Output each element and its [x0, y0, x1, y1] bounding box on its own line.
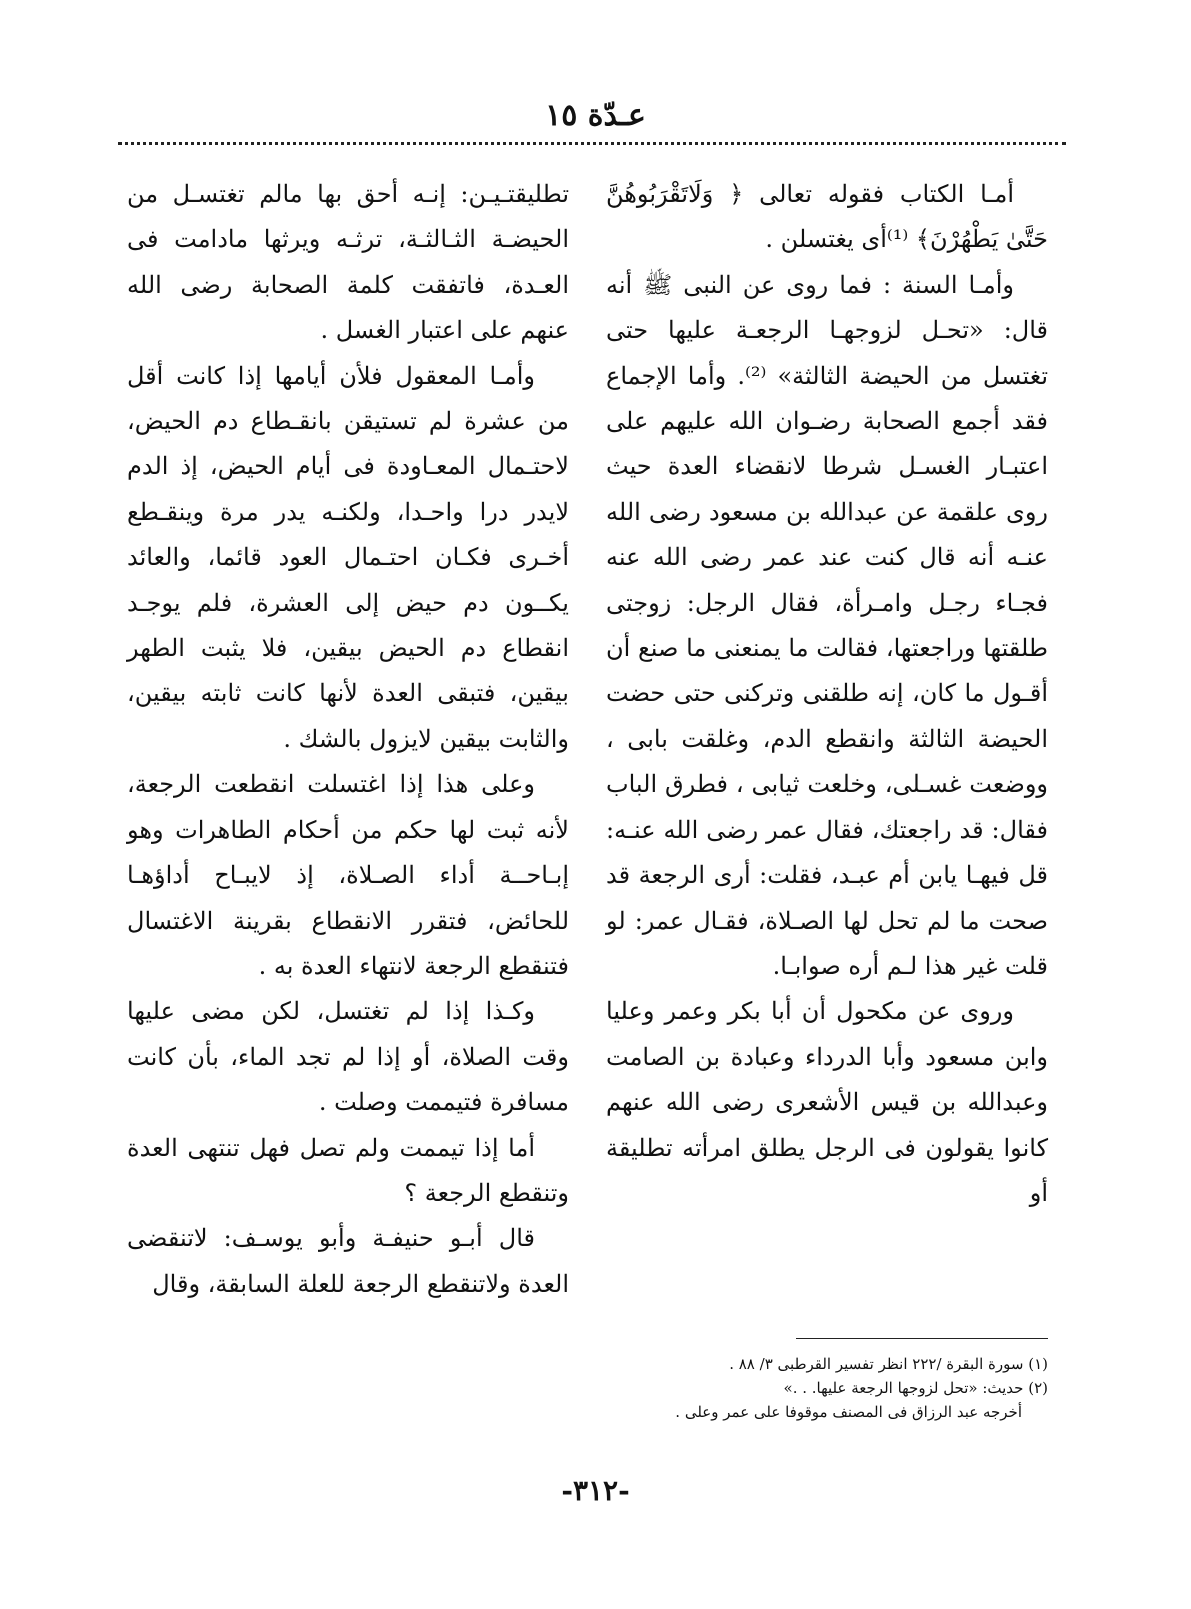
footnotes	[608, 1352, 1048, 1424]
right-text-column	[606, 172, 1048, 1216]
paragraph-reason: وأمـا المعقول فلأن أيامها إذا كانت أقل من عشرة لم تستيقن بانقـطاع دم الحيض، لاحتـمال المعـاودة فى أيام الحيض، إذ الدم لايدر درا واحـدا، ولكنـه يدر مرة وينقـطع أخـرى فكـان احتـمال العود قائما، والعائد يكــون دم حيض إلى العشرة، فلم يوجـد انقطاع دم الحيض بيقين، فلا يثبت الطهر بيقين، فتبقى العدة لأنها كانت ثابته بيقين، والثابت بيقين لايزول بالشك .	[127, 361, 569, 753]
paragraph-quran: أمـا الكتاب فقوله تعالى ﴿ وَلَاتَقْرَبُوهُنَّ حَتَّىٰ يَطْهُرْنَ﴾ ⁽¹⁾أى يغتسلن .	[606, 180, 1048, 254]
left-text-column	[127, 172, 569, 1307]
paragraph-continuation: تطليقتـيـن: إنـه أحق بها مالم تغتسـل من الحيضـة الثـالثـة، ترثـه ويرثها مادامت فى العـدة، فاتفقت كلمة الصحابة رضى الله عنهم على اعتبار الغسل .	[127, 180, 569, 345]
paragraph-question: أما إذا تيممت ولم تصل فهل تنتهى العدة وتنقطع الرجعة ؟	[127, 1133, 569, 1207]
paragraph-prayer-time: وكـذا إذا لم تغتسل، لكن مضى عليها وقت الصلاة، أو إذا لم تجد الماء، بأن كانت مسافرة فتيممت وصلت .	[127, 997, 569, 1117]
paragraph-makhul: وروى عن مكحول أن أبا بكر وعمر وعليا وابن مسعود وأبا الدرداء وعبادة بن الصامت وعبدالله بن قيس الأشعرى رضى الله عنهم كانوا يقولون فى الرجل يطلق امرأته تطليقة أو	[606, 997, 1048, 1207]
page-header-title: عـدّة ١٥	[545, 98, 646, 133]
paragraph-ghusl: وعلى هذا إذا اغتسلت انقطعت الرجعة، لأنه ثبت لها حكم من أحكام الطاهرات وهو إبـاحــة أداء الصـلاة، إذ لايبـاح أداؤهـا للحائض، فتقرر الانقطاع بقرينة الاغتسال فتنقطع الرجعة لانتهاء العدة به .	[127, 770, 569, 980]
paragraph-abu-hanifa: قال أبـو حنيفـة وأبو يوسـف: لاتنقضى العدة ولاتنقطع الرجعة للعلة السابقة، وقال	[127, 1224, 569, 1298]
paragraph-sunnah: وأمـا السنة : فما روى عن النبى ﷺ أنه قال: «تحـل لزوجهـا الرجعـة عليها حتى تغتسل من الحيضة الثالثة» ⁽²⁾. وأما الإجماع فقد أجمع الصحابة رضـوان الله عليهم على اعتبـار الغسـل شرطا لانقضاء العدة حيث روى علقمة عن عبدالله بن مسعود رضى الله عنـه أنه قال كنت عند عمر رضى الله عنه فجـاء رجـل وامـرأة، فقال الرجل: زوجتى طلقتها وراجعتها، فقالت ما يمنعنى ما صنع أن أقـول ما كان، إنه طلقنى وتركنى حتى حضت الحيضة الثالثة وانقطع الدم، وغلقت بابى ، ووضعت غسـلى، وخلعت ثيابى ، فطرق الباب فقال: قد راجعتك، فقال عمر رضى الله عنـه: قل فيهـا يابن أم عبـد، فقلت: أرى الرجعة قد صحت ما لم تحل لها الصـلاة، فقـال عمر: لو قلت غير هذا لـم أره صوابـا.	[606, 270, 1048, 980]
page-number: -٣١٢-	[561, 1474, 630, 1507]
header-dotted-divider	[118, 142, 1066, 145]
footnote-2: (٢) حديث: «تحل لزوجها الرجعة عليها. . .»	[783, 1379, 1048, 1397]
footnote-divider	[796, 1338, 1048, 1339]
footnote-1: (١) سورة البقرة /٢٢٢ انظر تفسير القرطبى ٣/ ٨٨ .	[729, 1355, 1048, 1373]
footnote-2-continuation: أخرجه عبد الرزاق فى المصنف موقوفا على عمر وعلى .	[675, 1403, 1022, 1421]
